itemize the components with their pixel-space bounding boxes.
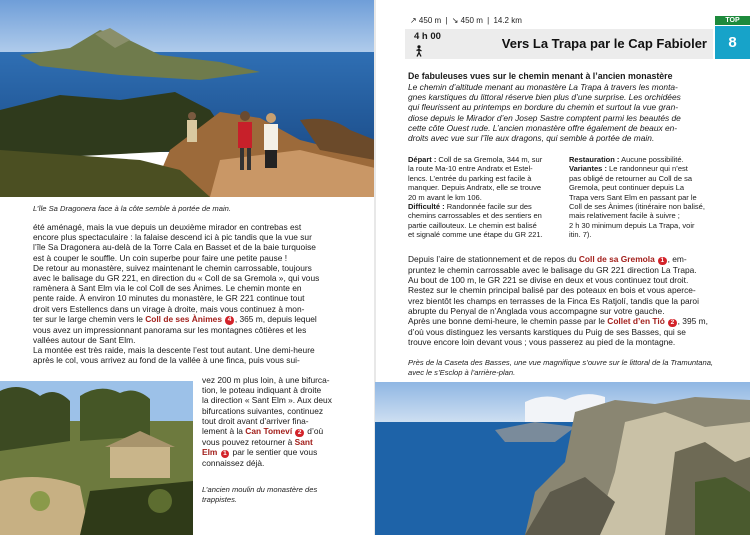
caption-right — [408, 358, 738, 377]
info-line — [569, 164, 729, 173]
info-line: et signalé comme une étape du GR 221. — [408, 230, 543, 240]
body-line: tion, le poteau indiquant à droite — [202, 385, 322, 396]
body-line-anim — [33, 314, 344, 325]
info-line — [569, 155, 729, 164]
waypoint-marker-2: 2 — [668, 319, 677, 328]
waypoint-marker-2: 2 — [295, 429, 304, 438]
descent-value: ↘ 450 m — [451, 16, 483, 25]
right-body-text — [408, 254, 719, 347]
info-line — [408, 155, 564, 164]
text-run: Randonnée facile sur des — [444, 202, 532, 212]
text-run: vous pouvez retourner à — [202, 437, 293, 448]
info-line: manquer. Depuis Andratx, elle se trouve — [408, 183, 541, 193]
body-line: d’où vous distinguez les versants karstiques du Puig de ses Basses, qui se — [408, 327, 686, 338]
text-run: Aucune possibilité. — [619, 155, 684, 164]
body-line: droit vers Estellencs dans un virage à droite, mais vous continuez à mon- — [33, 303, 305, 314]
waypoint-marker-4: 4 — [225, 316, 234, 325]
intro-line: qui fleurissent au printemps en bordure du chemin et surtout la vue gran- — [408, 102, 679, 113]
route-title: Vers La Trapa par le Cap Fabioler — [501, 36, 707, 51]
text-run: d’où — [304, 426, 324, 437]
place-coll-ses-animes: Coll de ses Ànimes — [145, 313, 222, 324]
text-run: , 395 m, — [677, 316, 708, 327]
body-line: La montée est très raide, mais la descente l’est tout autant. Une demi-heure — [33, 345, 315, 356]
text-run: , em- — [667, 254, 687, 264]
walker-icon — [414, 45, 424, 60]
photo-tramuntana-coast — [375, 382, 750, 535]
body-line: De retour au monastère, suivez maintenant le chemin carrossable, toujours — [33, 262, 312, 273]
route-header-bar — [405, 29, 713, 59]
waypoint-marker-1: 1 — [221, 450, 230, 459]
caption-line: Près de la Caseta des Basses, une vue magnifique s’ouvre sur le littoral de la Tramuntana, — [408, 358, 714, 367]
text-run: lement à la — [202, 426, 246, 437]
caption-bottom-left — [202, 485, 344, 504]
body-line-can — [202, 426, 344, 437]
intro-line: Le chemin d’altitude menant au monastère La Trapa à travers les monta- — [408, 82, 678, 92]
caption-line: L’ancien moulin du monastère des — [202, 485, 318, 494]
place-collet-den-tio: Collet d’en Tió — [607, 316, 665, 327]
left-narrow-text — [202, 375, 344, 468]
body-line: vez 200 m plus loin, à une bifurca- — [202, 375, 330, 385]
text-run: Le randonneur qui n’est — [606, 164, 688, 174]
body-line-santelm-2 — [202, 447, 344, 458]
body-line: pente raide. À environ 10 minutes du monastère, le GR 221 continue tout — [33, 293, 305, 304]
body-line: bifurcations suivantes, continuez — [202, 405, 324, 416]
left-body-text — [33, 222, 344, 366]
route-stats — [410, 16, 524, 25]
body-line: vous avez un impressionnant panorama sur les montagnes côtières et les — [33, 324, 307, 335]
info-line: 20 m avant le km 106. — [408, 192, 482, 202]
route-subheading: De fabuleuses vues sur le chemin menant à l’ancien monastère — [408, 71, 673, 81]
place-sant-elm: Sant — [294, 437, 313, 448]
body-line: ramènera à Sant Elm via le col Coll de ses Ànimes. Le chemin monte en — [33, 283, 302, 294]
info-label-depart: Départ : — [408, 155, 437, 164]
stats-separator: | — [445, 16, 448, 25]
info-label-variantes: Variantes : — [569, 164, 607, 174]
text-run: Après une bonne demi-heure, le chemin passe par le — [408, 316, 608, 327]
info-box-left — [408, 155, 564, 240]
body-line: connaissez déjà. — [202, 458, 265, 469]
intro-line: diose depuis le Mirador d’en Josep Sastre comptent parmi les beautés de — [408, 112, 681, 123]
body-line-tio — [408, 316, 719, 327]
info-line: Trapa vers Sant Elm en passant par le — [569, 192, 697, 202]
text-run: , 365 m, depuis lequel — [234, 313, 317, 324]
stats-separator: | — [487, 16, 490, 25]
intro-line: droits avec vue sur l’île aux dragons, qui semble à portée de main. — [408, 133, 655, 144]
info-line: mais relativement facile à suivre ; — [569, 211, 680, 221]
body-line: la direction « Sant Elm ». Aux deux — [202, 395, 332, 406]
text-run: Coll de sa Gremola, 344 m, sur — [436, 155, 543, 164]
body-line: encore plus spectaculaire : la falaise descend ici à pic tandis que la vue sur — [33, 232, 312, 243]
caption-line: trappistes. — [202, 494, 238, 504]
intro-line: gnes karstiques du littoral réserve bien plus d’une surprise. Les orchidées — [408, 92, 681, 103]
info-line: partie caillouteux. Le chemin est balisé — [408, 220, 537, 230]
body-line: vallées autour de Sant Elm. — [33, 335, 136, 346]
info-line: Gremola, peut continuer depuis La — [569, 183, 685, 193]
photo-monastery-mill — [0, 381, 193, 535]
caption-top-left: L’île Sa Dragonera face à la côte semble à portée de main. — [33, 204, 231, 213]
route-intro — [408, 82, 718, 143]
info-line: itin. 7). — [569, 230, 592, 240]
info-line — [408, 202, 564, 211]
intro-line: cette côte Ouest rude. L’ancien monastère offre également de beaux en- — [408, 122, 678, 133]
duration: 4 h 00 — [414, 31, 441, 42]
text-run: ter sur le large chemin vers le — [33, 313, 146, 324]
info-line: pas obligé de retourner au Coll de sa — [569, 173, 692, 183]
body-line: Restez sur le chemin principal balisé par des poteaux en bois et vous aperce- — [408, 285, 696, 296]
info-line: 2 h 30 minimum depuis La Trapa, voir — [569, 220, 695, 230]
info-line: lencs. L’entrée du parking est facile à — [408, 173, 532, 183]
info-line: chemins carrossables et des sentiers en — [408, 211, 542, 221]
info-line: la route Ma-10 entre Andratx et Estel- — [408, 164, 533, 174]
photo-sa-dragonera — [0, 0, 375, 197]
body-line: vrez bientôt les champs en terrasses de la Finca Es Ratjolí, tandis que la paroi — [408, 295, 699, 306]
route-number: 8 — [715, 26, 750, 59]
body-line: est à couper le souffle. Un coin superbe pour faire une petite pause ! — [33, 252, 288, 263]
body-line: tout droit avant d’arriver fina- — [202, 415, 309, 426]
place-can-tomevi: Can Tomeví — [245, 426, 293, 437]
body-line: été aménagé, mais la vue depuis un deuxième mirador en contrebas est — [33, 222, 302, 232]
body-line: abrupte du Penyal de n’Anglada vous accompagne sur votre gauche. — [408, 305, 665, 316]
text-run: Depuis l’aire de stationnement et de repos du — [408, 254, 579, 264]
body-line: avec le balisage du GR 221, en direction du « Coll de sa Gremola », qui vous — [33, 273, 320, 284]
info-box-right — [569, 155, 729, 240]
body-line: trouve encore loin devant vous ; vous passerez au pied de la montagne. — [408, 337, 676, 348]
body-line: pruntez le chemin carrossable avec le balisage du GR 221 direction La Trapa. — [408, 265, 697, 275]
body-line: après le col, vous arrivez au fond de la vallée à une finca, puis vous sui- — [33, 355, 300, 366]
place-coll-sa-gremola: Coll de sa Gremola — [578, 254, 655, 264]
body-line: Au bout de 100 m, le GR 221 se divise en deux et vous continuez tout droit. — [408, 275, 689, 286]
body-line: l’île Sa Dragonera au-delà de la Torre Cala en Basset et de la baie turquoise — [33, 242, 316, 253]
body-line-santelm — [202, 437, 344, 447]
text-run: par le sentier que vous — [230, 447, 318, 458]
caption-line: avec le s’Esclop à l’arrière-plan. — [408, 367, 516, 377]
body-line-gremola — [408, 254, 719, 265]
top-badge: TOP — [715, 16, 750, 25]
distance-value: 14.2 km — [493, 16, 522, 25]
info-label-difficulte: Difficulté : — [408, 202, 445, 212]
info-label-restauration: Restauration : — [569, 155, 620, 164]
waypoint-marker-1: 1 — [658, 257, 667, 266]
place-sant-elm-2: Elm — [202, 447, 218, 458]
info-line: Coll de ses Ànimes (itinéraire non balisé, — [569, 202, 705, 212]
ascent-value: ↗ 450 m — [410, 16, 442, 25]
